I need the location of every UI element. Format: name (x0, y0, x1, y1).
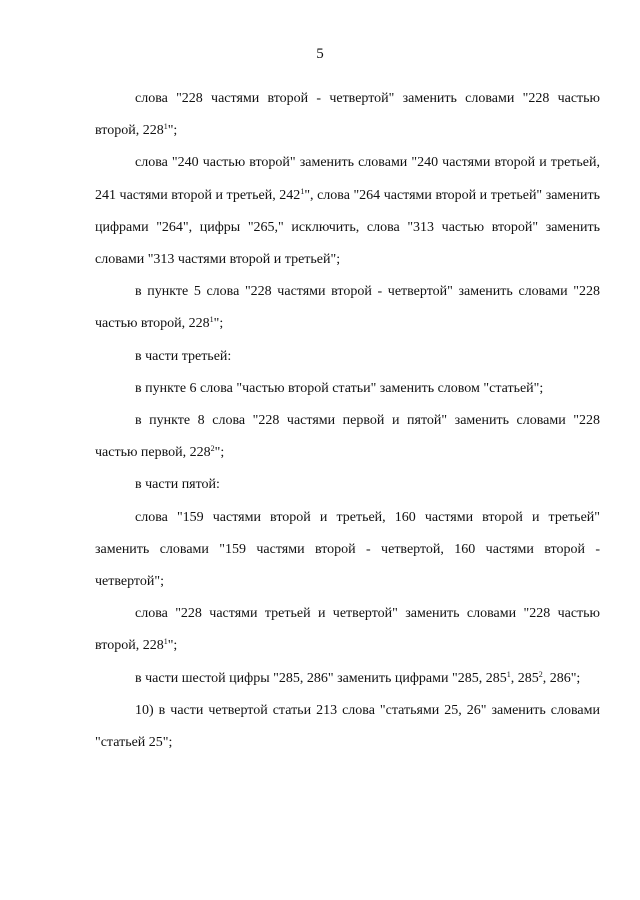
paragraph (95, 663, 600, 695)
superscript-index: 1 (163, 637, 168, 647)
superscript-index: 2 (538, 669, 543, 679)
text-segment: в части пятой: (135, 477, 220, 493)
text-segment: в пункте 5 слова "228 частями второй - четвертой" заменить словами "228 частью второй, 228 (95, 284, 600, 332)
text-segment: , 285 (510, 670, 539, 686)
text-segment: "; (167, 123, 178, 139)
text-segment: "; (214, 445, 225, 461)
document-body (95, 83, 600, 759)
text-segment: слова "159 частями второй и третьей, 160 частями второй и третьей" заменить словами "159 частями второй - четвертой, 160 частями второй - четвертой"; (95, 509, 600, 590)
text-segment: "; (213, 316, 224, 332)
paragraph (95, 147, 600, 276)
text-segment: слова "228 частями третьей и четвертой" заменить словами "228 частью второй, 228 (95, 606, 600, 654)
paragraph (95, 695, 600, 759)
text-segment: 10) в части четвертой статьи 213 слова "статьями 25, 26" заменить словами "статьей 25"; (95, 702, 600, 751)
paragraph (95, 83, 600, 147)
superscript-index: 2 (210, 444, 215, 454)
text-segment: в части шестой цифры "285, 286" заменить цифрами "285, 285 (135, 670, 507, 686)
paragraph (95, 405, 600, 469)
page-number: 5 (316, 46, 324, 62)
superscript-index: 1 (163, 122, 168, 132)
text-segment: в части третьей: (135, 348, 232, 364)
text-segment: слова "240 частью второй" заменить словами "240 частями второй и третьей, 241 частями второй и третьей, 242 (95, 155, 600, 203)
paragraph (95, 469, 600, 501)
paragraph (95, 598, 600, 662)
paragraph (95, 502, 600, 599)
text-segment: в пункте 6 слова "частью второй статьи" заменить словом "статьей"; (135, 380, 544, 396)
superscript-index: 1 (209, 315, 214, 325)
paragraph (95, 276, 600, 340)
text-segment: , 286"; (542, 670, 581, 686)
superscript-index: 1 (300, 186, 305, 196)
paragraph (95, 373, 600, 405)
text-segment: ", слова "264 частями второй и третьей" заменить цифрами "264", цифры "265," исключить, слова "313 частью второй" заменить словами "313 частями второй и третьей"; (95, 187, 600, 268)
text-segment: "; (167, 638, 178, 654)
text-segment: слова "228 частями второй - четвертой" заменить словами "228 частью второй, 228 (95, 91, 600, 139)
paragraph (95, 341, 600, 373)
superscript-index: 1 (506, 669, 511, 679)
text-segment: в пункте 8 слова "228 частями первой и пятой" заменить словами "228 частью первой, 228 (95, 413, 600, 461)
